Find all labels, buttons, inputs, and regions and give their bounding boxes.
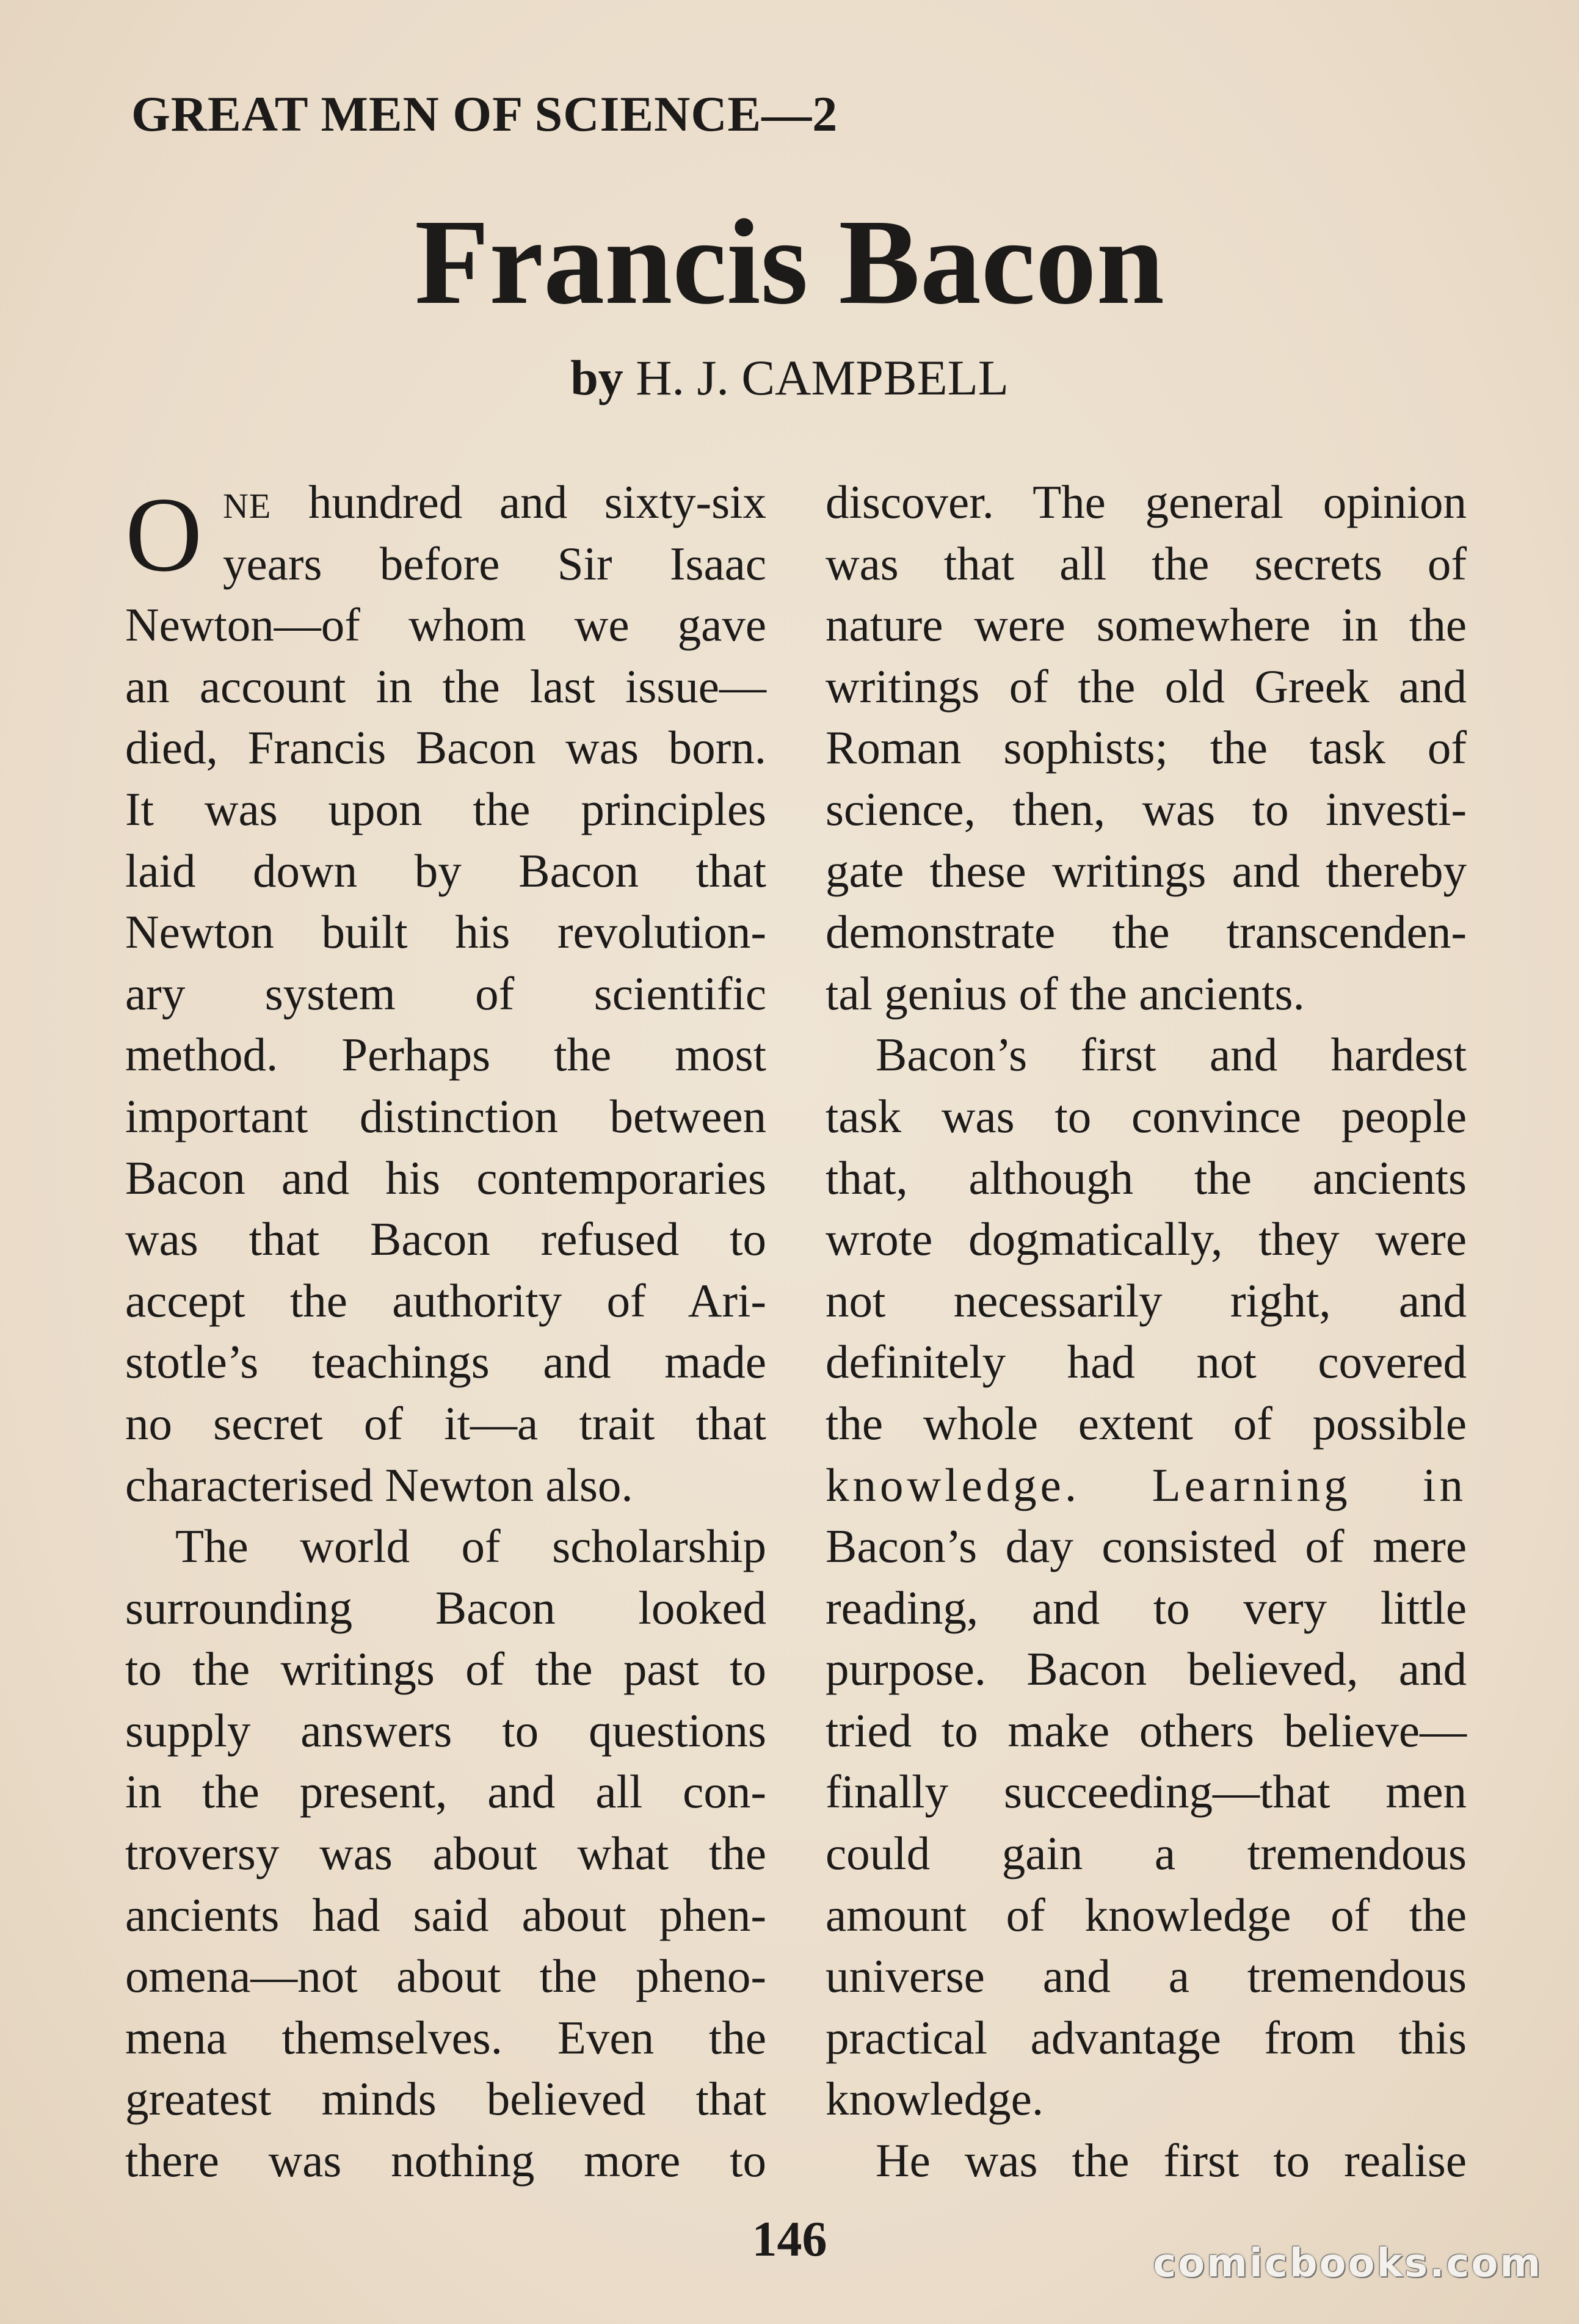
text-line: ancients had said about phen- bbox=[125, 1888, 766, 1941]
text-line: He was the first to realise bbox=[876, 2134, 1467, 2187]
watermark: comicbooks.com bbox=[1153, 2241, 1542, 2286]
opening-paragraph bbox=[125, 471, 766, 594]
text-line: years before Sir Isaac bbox=[223, 537, 766, 590]
text-line: tal genius of the ancients. bbox=[826, 967, 1305, 1020]
text-line: writings of the old Greek and bbox=[826, 659, 1467, 713]
left-column bbox=[125, 471, 766, 2191]
text-line: Newton built his revolution- bbox=[125, 906, 766, 959]
text-line: no secret of it—a trait that bbox=[125, 1396, 766, 1450]
text-line: characterised Newton also. bbox=[125, 1458, 633, 1511]
text-line: the whole extent of possible bbox=[826, 1396, 1467, 1450]
text-line: not necessarily right, and bbox=[826, 1274, 1467, 1327]
text-line: laid down by Bacon that bbox=[125, 844, 766, 897]
small-caps: NE bbox=[223, 486, 272, 526]
text-line: demonstrate the transcenden- bbox=[826, 906, 1467, 959]
text-line: tried to make others believe— bbox=[826, 1704, 1467, 1757]
text-line: ary system of scientific bbox=[125, 967, 766, 1020]
text-line: Bacon’s day consisted of mere bbox=[826, 1520, 1467, 1573]
text-line: discover. The general opinion bbox=[826, 476, 1467, 528]
text-line: NE hundred and sixty-six bbox=[223, 476, 766, 528]
text-line: wrote dogmatically, they were bbox=[826, 1213, 1467, 1266]
text-line: an account in the last issue— bbox=[125, 659, 766, 713]
text-line: practical advantage from this bbox=[826, 2011, 1467, 2064]
text-line: Roman sophists; the task of bbox=[826, 721, 1467, 774]
series-heading: GREAT MEN OF SCIENCE—2 bbox=[131, 86, 838, 142]
text-line: knowledge. bbox=[826, 2072, 1044, 2126]
text-line: amount of knowledge of the bbox=[826, 1888, 1467, 1941]
text-line: greatest minds believed that bbox=[125, 2072, 766, 2126]
text-line: important distinction between bbox=[125, 1089, 766, 1142]
text-line: troversy was about what the bbox=[125, 1827, 766, 1880]
text-line: purpose. Bacon believed, and bbox=[826, 1643, 1467, 1696]
text-line: surrounding Bacon looked bbox=[125, 1581, 766, 1634]
text-line: could gain a tremendous bbox=[826, 1827, 1467, 1880]
text-line: stotle’s teachings and made bbox=[125, 1335, 766, 1389]
text-line: nature were somewhere in the bbox=[826, 598, 1467, 652]
text-line: task was to convince people bbox=[826, 1089, 1467, 1142]
text-line: science, then, was to investi- bbox=[826, 782, 1467, 835]
drop-cap: O bbox=[125, 475, 203, 594]
article-title: Francis Bacon bbox=[415, 195, 1164, 330]
page-number: 146 bbox=[752, 2211, 827, 2267]
text-line: Bacon’s first and hardest bbox=[876, 1028, 1467, 1081]
text-line: It was upon the principles bbox=[125, 782, 766, 835]
text-line: omena—not about the pheno- bbox=[125, 1950, 766, 2003]
text-line: there was nothing more to bbox=[125, 2134, 766, 2187]
text-line: in the present, and all con- bbox=[125, 1765, 766, 1818]
text-line: died, Francis Bacon was born. bbox=[125, 721, 766, 774]
text-line: Newton—of whom we gave bbox=[125, 598, 766, 652]
byline bbox=[0, 349, 1579, 407]
text-line: that, although the ancients bbox=[826, 1151, 1467, 1204]
text-line: was that all the secrets of bbox=[826, 537, 1467, 590]
text-line: finally succeeding—that men bbox=[826, 1765, 1467, 1818]
text-line: The world of scholarship bbox=[175, 1520, 766, 1573]
text-line: gate these writings and thereby bbox=[826, 844, 1467, 897]
text-line: definitely had not covered bbox=[826, 1335, 1467, 1389]
byline-by: by bbox=[570, 350, 623, 405]
text-line: method. Perhaps the most bbox=[125, 1028, 766, 1081]
text-line: was that Bacon refused to bbox=[125, 1213, 766, 1266]
text-line: Bacon and his contemporaries bbox=[125, 1151, 766, 1204]
text-line: reading, and to very little bbox=[826, 1581, 1467, 1634]
text-line: mena themselves. Even the bbox=[125, 2011, 766, 2064]
text-line: to the writings of the past to bbox=[125, 1643, 766, 1696]
text-line: universe and a tremendous bbox=[826, 1950, 1467, 2003]
byline-author: H. J. CAMPBELL bbox=[636, 350, 1009, 405]
text-line: knowledge. Learning in bbox=[826, 1458, 1467, 1511]
right-column bbox=[826, 471, 1467, 2191]
text-line: accept the authority of Ari- bbox=[125, 1274, 766, 1327]
text-line: supply answers to questions bbox=[125, 1704, 766, 1757]
